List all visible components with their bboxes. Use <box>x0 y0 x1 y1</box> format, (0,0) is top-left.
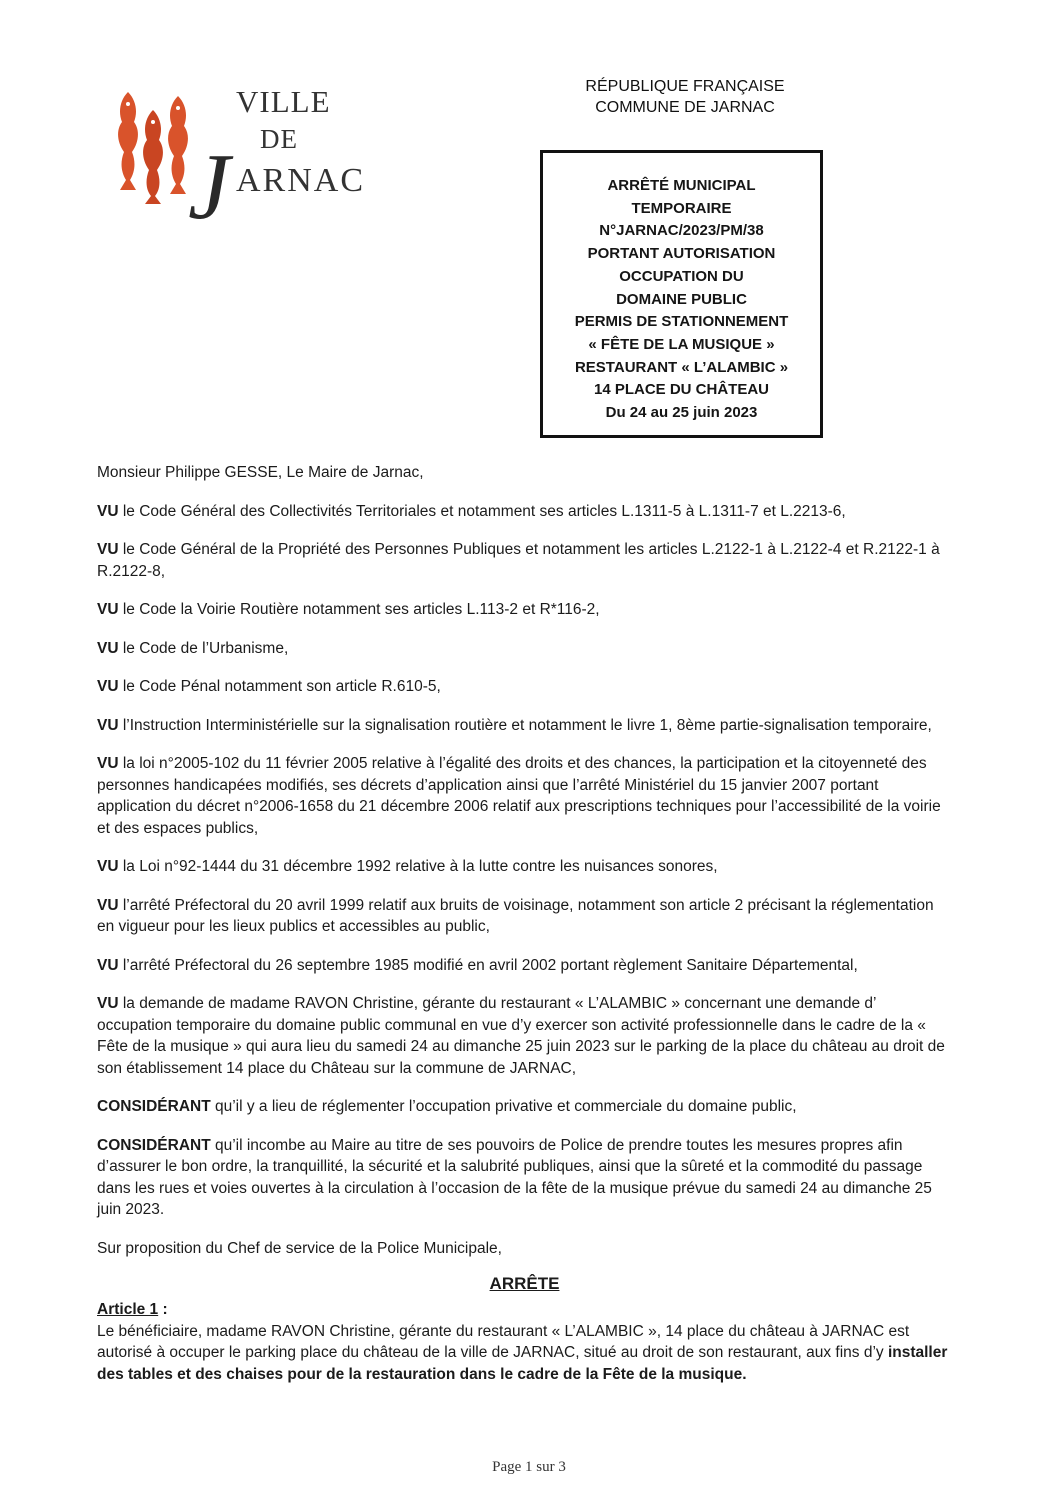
commune-line: COMMUNE DE JARNAC <box>595 99 775 116</box>
vu-paragraph: VU la demande de madame RAVON Christine, gérante du restaurant « L’ALAMBIC » concernant une demande d’ occupation temporaire du domaine public communal en vue d’y exercer son activité professionnelle dans le cadre de la « Fête de la musique » qui aura lieu du samedi 24 au dimanche 25 juin 2023 sur le parking de la place du château au droit de son établissement 14 place du Château sur la commune de JARNAC, <box>97 995 945 1077</box>
arrete-heading: ARRÊTE <box>489 1274 560 1293</box>
article-1: Article 1 : Le bénéficiaire, madame RAVON Christine, gérante du restaurant « L’ALAMBIC », 14 place du château à JARNAC est autorisé à occuper le parking place du château de la ville de JARNAC, situé au droit de son restaurant, aux fins d’y installer des tables et des chaises pour de la restauration dans le cadre de la Fête de la musique. <box>97 1299 952 1385</box>
proposition-paragraph: Sur proposition du Chef de service de la Police Municipale, <box>97 1239 502 1257</box>
vu-paragraph: VU le Code Pénal notamment son article R.610-5, <box>97 678 441 695</box>
article-1-text: Le bénéficiaire, madame RAVON Christine, gérante du restaurant « L’ALAMBIC », 14 place du château à JARNAC est autorisé à occuper le parking place du château de la ville de JARNAC, situé au droit de son restaurant, aux fins d’y installer des tables et des chaises pour de la restauration dans le cadre de la Fête de la musique. <box>97 1322 948 1383</box>
article-1-bold-text: installer des tables et des chaises pour de la restauration dans le cadre de la Fête de la musique. <box>97 1344 948 1383</box>
decree-title-box <box>540 150 823 438</box>
considerant-paragraph: CONSIDÉRANT qu’il incombe au Maire au titre de ses pouvoirs de Police de prendre toutes les mesures propres afin d’assurer le bon ordre, la tranquillité, la sécurité et la salubrité publiques, ainsi que la sûreté et la commodité du passage dans les rues et voies ouvertes à la circulation à l’occasion de la fête de la musique prévue du samedi 24 au dimanche 25 juin 2023. <box>97 1136 932 1218</box>
title-line: N°JARNAC/2023/PM/38 <box>599 222 764 240</box>
vu-paragraph: VU l’arrêté Préfectoral du 26 septembre 1985 modifié en avril 2002 portant règlement Sanitaire Départemental, <box>97 956 858 974</box>
title-line: Du 24 au 25 juin 2023 <box>605 404 758 422</box>
republic-header <box>540 76 830 118</box>
town-logo <box>108 84 378 239</box>
vu-paragraph: VU le Code Général des Collectivités Territoriales et notamment ses articles L.1311-5 à L.1311-7 et L.2213-6, <box>97 502 846 520</box>
considerant-paragraph: CONSIDÉRANT qu’il y a lieu de réglementer l’occupation privative et commerciale du domaine public, <box>97 1098 797 1115</box>
vu-paragraph: VU la Loi n°92-1444 du 31 décembre 1992 relative à la lutte contre les nuisances sonores, <box>97 858 718 875</box>
title-line: TEMPORAIRE <box>631 199 732 217</box>
title-line: DOMAINE PUBLIC <box>616 290 747 308</box>
title-line: ARRÊTÉ MUNICIPAL <box>607 177 756 194</box>
title-line: « FÊTE DE LA MUSIQUE » <box>588 335 775 353</box>
logo-line-de: DE <box>260 124 298 154</box>
article-1-title: Article 1 <box>97 1301 159 1318</box>
vu-paragraph: VU le Code de l’Urbanisme, <box>97 639 289 657</box>
vu-paragraph: VU la loi n°2005-102 du 11 février 2005 relative à l’égalité des droits et des chances, la participation et la citoyenneté des personnes handicapées modifiés, ses décrets d’application ainsi que l’arrêté Ministériel du 15 janvier 2007 portant application du décret n°2006-1658 du 21 décembre 2006 relatif aux prescriptions techniques pour l’accessibilité de la voirie et des espaces publics, <box>97 755 941 837</box>
logo-line-arnac: ARNAC <box>236 162 366 199</box>
vu-paragraph: VU l’Instruction Interministérielle sur la signalisation routière et notamment le livre 1, 8ème partie-signalisation temporaire, <box>97 716 932 734</box>
vu-paragraph: VU le Code Général de la Propriété des Personnes Publiques et notamment les articles L.2122-1 à L.2122-4 et R.2122-1 à R.2122-8, <box>97 541 940 580</box>
fish-icon <box>168 96 188 194</box>
fish-icon <box>118 92 138 190</box>
republic-line: RÉPUBLIQUE FRANÇAISE <box>585 78 785 95</box>
title-line: OCCUPATION DU <box>619 267 744 285</box>
logo-line-ville: VILLE <box>236 84 331 119</box>
title-line: PORTANT AUTORISATION <box>587 245 776 263</box>
title-line: RESTAURANT « L’ALAMBIC » <box>574 358 789 376</box>
decree-body <box>97 462 952 1385</box>
vu-paragraph: VU le Code la Voirie Routière notamment ses articles L.113-2 et R*116-2, <box>97 601 600 618</box>
page-number: Page 1 sur 3 <box>492 1459 566 1475</box>
logo-initial-j: J <box>188 135 231 239</box>
title-line: 14 PLACE DU CHÂTEAU <box>593 381 770 399</box>
intro-paragraph: Monsieur Philippe GESSE, Le Maire de Jarnac, <box>97 464 424 481</box>
vu-paragraph: VU l’arrêté Préfectoral du 20 avril 1999 relatif aux bruits de voisinage, notamment son article 2 précisant la réglementation en vigueur pour les lieux publics et accessibles au public, <box>97 896 934 935</box>
fish-icon <box>143 110 163 204</box>
title-line: PERMIS DE STATIONNEMENT <box>574 313 789 331</box>
